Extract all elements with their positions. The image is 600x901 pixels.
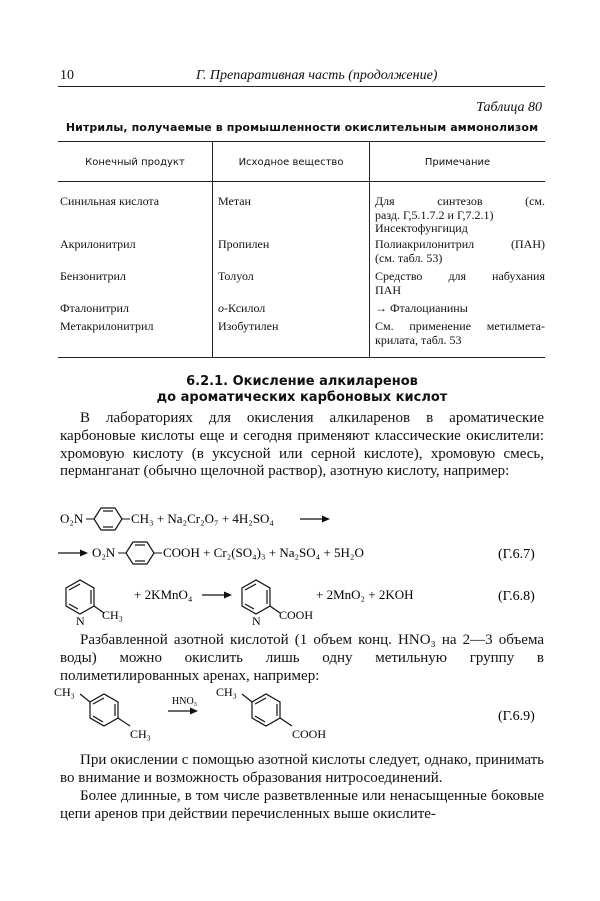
table-title: Нитрилы, получаемые в промышленности окислительным аммонолизом [65, 121, 539, 134]
reaction-arrow [168, 708, 198, 715]
table-column-divider [212, 181, 213, 357]
table-cell-source: Изобутилен [218, 319, 279, 333]
carboxyl-substituent: COOH [279, 608, 314, 622]
column-header-note: Примечание [424, 157, 491, 168]
section-title-line1: Окисление алкиларенов [232, 374, 418, 389]
equation-g68 [50, 576, 550, 630]
source-name: Ксилол [228, 301, 266, 315]
section-title-line2: до ароматических карбоновых кислот [156, 390, 448, 405]
paragraph-side-chains: Более длинные, в том числе разветвленные или ненасыщенные боковые цепи аренов при действии перечисленных выше окислите- [60, 788, 544, 822]
table-cell-source: Толуол [218, 269, 254, 283]
table-cell-source [218, 302, 265, 315]
equation-g67 [50, 498, 550, 582]
table-cell-note [375, 320, 545, 347]
note-line: → Фталоцианины [375, 301, 468, 315]
paragraph-oxidation-agents: В лабораториях для окисления алкиларенов в ароматические карбоновые кислоты еще и сегодня применяют классические окислители: хромовую кислоту (в уксусной или серной кислоте), хромовую смесь, перманганат (обычно щелочной раствор), азотную кислоту, например: [60, 410, 544, 480]
pyridine-ring-product [242, 580, 280, 614]
ring-nitrogen: N [76, 614, 85, 628]
pyridine-ring-reactant [66, 580, 104, 614]
reagents-text: CH₃ + Na₂Cr₂O₇ + 4H₂SO₄ [131, 511, 274, 526]
table-cell-note [375, 302, 545, 316]
eq67-line2 [58, 542, 535, 564]
reagent-text: + 2KMnO₄ [134, 587, 193, 602]
paragraph-nitric-acid: Разбавленной азотной кислотой (1 объем конц. HNO₃ на 2—3 объема воды) можно окислить лишь одну метильную группу в полиметилированных аренах, например: [60, 632, 544, 684]
note-line: Инсектофунгицид [375, 221, 468, 235]
methyl-top: CH₃ [216, 685, 237, 699]
reaction-arrow [202, 592, 232, 599]
note-line: См. применение метилмета- [375, 319, 545, 333]
equation-label: (Г.6.9) [498, 709, 535, 724]
note-line: крилата, табл. 53 [375, 332, 462, 347]
table-cell-product: Бензонитрил [60, 269, 126, 283]
byproducts-text: + 2MnO₂ + 2KOH [316, 587, 414, 602]
note-line: ПАН [375, 282, 401, 297]
note-line: Средство для набухания [375, 269, 545, 283]
table-cell-note [375, 270, 545, 297]
methyl-substituent: CH₃ [102, 608, 123, 622]
methyl-bottom: CH₃ [130, 727, 151, 741]
note-line: (см. табл. 53) [375, 250, 443, 265]
table-column-divider [369, 181, 370, 357]
toluic-acid-ring [242, 694, 292, 726]
eq67-line1 [60, 508, 330, 530]
benzene-ring [94, 508, 122, 530]
note-line: Для синтезов (см. [375, 194, 545, 208]
reaction-arrow [300, 516, 330, 523]
table-cell-source: Метан [218, 194, 251, 208]
page-number: 10 [60, 68, 74, 83]
benzene-ring [126, 542, 154, 564]
equation-g69 [50, 684, 550, 750]
products-text: COOH + Cr₂(SO₄)₃ + Na₂SO₄ + 5H₂O [163, 545, 364, 560]
table-cell-note [375, 195, 545, 236]
column-header-source: Исходное вещество [238, 157, 344, 168]
header-rule [58, 86, 545, 87]
table-caption: Таблица 80 [476, 100, 542, 115]
table-cell-product: Синильная кислота [60, 194, 160, 208]
table-bottom-rule [58, 357, 545, 358]
equation-label: (Г.6.8) [498, 589, 535, 604]
table-cell-note [375, 238, 545, 265]
section-number: 6.2.1. [186, 374, 229, 389]
nitro-group: O₂N [60, 511, 84, 526]
reaction-arrow [58, 550, 88, 557]
table-cell-product: Фталонитрил [60, 301, 129, 315]
table-top-rule [58, 141, 545, 142]
nitro-group: O₂N [92, 545, 116, 560]
ring-nitrogen: N [252, 614, 261, 628]
table-header-rule [58, 181, 545, 182]
column-header-product: Конечный продукт [85, 157, 185, 168]
table-cell-product: Метакрилонитрил [60, 319, 154, 333]
note-line: разд. Г,5.1.7.2 и Г,7.2.1) [375, 207, 494, 222]
ortho-prefix: о- [218, 301, 228, 315]
reagent-text: HNO₃ [172, 696, 198, 707]
xylene-ring [80, 694, 130, 726]
table-cell-source: Пропилен [218, 237, 270, 251]
methyl-top: CH₃ [54, 685, 75, 699]
equation-label: (Г.6.7) [498, 547, 535, 562]
section-heading [60, 374, 544, 406]
table-cell-product: Акрилонитрил [60, 237, 136, 251]
note-line: Полиакрилонитрил (ПАН) [375, 237, 545, 251]
carboxyl-bottom: COOH [292, 727, 327, 741]
paragraph-nitro-compounds: При окислении с помощью азотной кислоты следует, однако, принимать во внимание и возможность образования нитросоединений. [60, 752, 544, 786]
running-title: Г. Препаративная часть (продолжение) [196, 68, 438, 83]
